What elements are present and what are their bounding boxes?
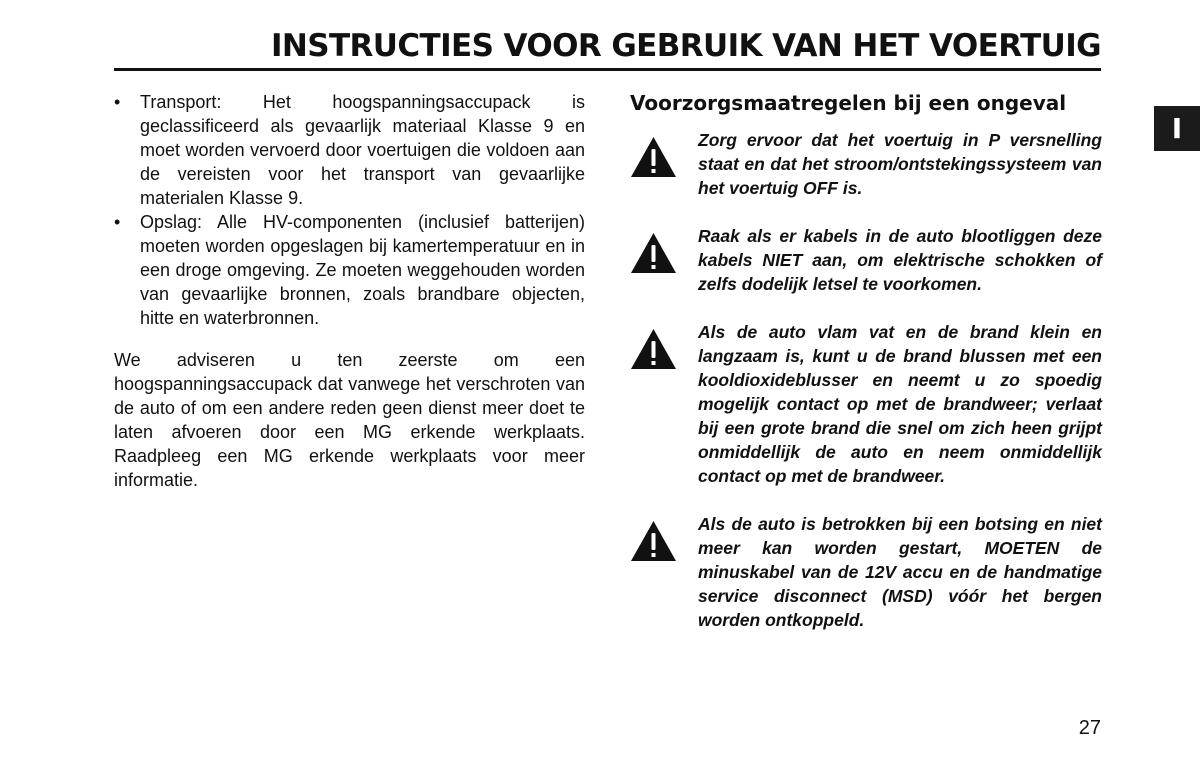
warning-item <box>630 512 1102 632</box>
bullet-text: Transport: Het hoogspanningsaccupack is geclassificeerd als gevaarlijk materiaal Klasse 9 en moet worden vervoerd door voertuigen die voldoen aan de vereisten voor het transport van gevaarlijke materialen Klasse 9. <box>140 92 585 208</box>
page-number: 27 <box>1078 717 1101 739</box>
right-column <box>630 88 1102 656</box>
page-title: INSTRUCTIES VOOR GEBRUIK VAN HET VOERTUIG <box>270 28 1101 64</box>
bullet-item-transport <box>114 90 585 210</box>
warning-item <box>630 128 1102 200</box>
warning-text: Zorg ervoor dat het voertuig in P versnelling staat en dat het stroom/ontstekingssysteem van het voertuig OFF is. <box>698 130 1102 198</box>
warning-text: Als de auto is betrokken bij een botsing en niet meer kan worden gestart, MOETEN de minuskabel van de 12V accu en de handmatige service disconnect (MSD) vóór het bergen worden ontkoppeld. <box>698 514 1102 630</box>
warning-item <box>630 224 1102 296</box>
warning-triangle-icon <box>630 520 677 562</box>
warning-text: Als de auto vlam vat en de brand klein en langzaam is, kunt u de brand blussen met een kooldioxideblusser en neemt u zo spoedig mogelijk contact op met de brandweer; verlaat bij een grote brand die snel om zich heen grijpt onmiddellijk de auto en neem onmiddellijk contact op met de brandweer. <box>698 322 1102 486</box>
bullet-item-storage <box>114 210 585 330</box>
advice-paragraph: We adviseren u ten zeerste om een hoogspanningsaccupack dat vanwege het verschroten van de auto of om een andere reden geen dienst meer doet te laten afvoeren door een MG erkende werkplaats. Raadpleeg een MG erkende werkplaats voor meer informatie. <box>114 350 585 490</box>
warning-triangle-icon <box>630 328 677 370</box>
warning-item <box>630 320 1102 488</box>
bullet-list <box>114 90 585 330</box>
bullet-text: Opslag: Alle HV-componenten (inclusief batterijen) moeten worden opgeslagen bij kamertemperatuur en in een droge omgeving. Ze moeten weggehouden worden van gevaarlijke bronnen, zoals brandbare objecten, hitte en waterbronnen. <box>140 212 585 328</box>
warning-triangle-icon <box>630 232 677 274</box>
bullet-marker: • <box>114 92 121 112</box>
header-rule <box>114 68 1101 71</box>
section-tab: I <box>1154 106 1200 151</box>
warning-triangle-icon <box>630 136 677 178</box>
bullet-marker: • <box>114 212 121 232</box>
left-column <box>114 90 585 510</box>
section-heading: Voorzorgsmaatregelen bij een ongeval <box>630 91 1067 115</box>
warning-text: Raak als er kabels in de auto blootliggen deze kabels NIET aan, om elektrische schokken of zelfs dodelijk letsel te voorkomen. <box>698 226 1102 294</box>
